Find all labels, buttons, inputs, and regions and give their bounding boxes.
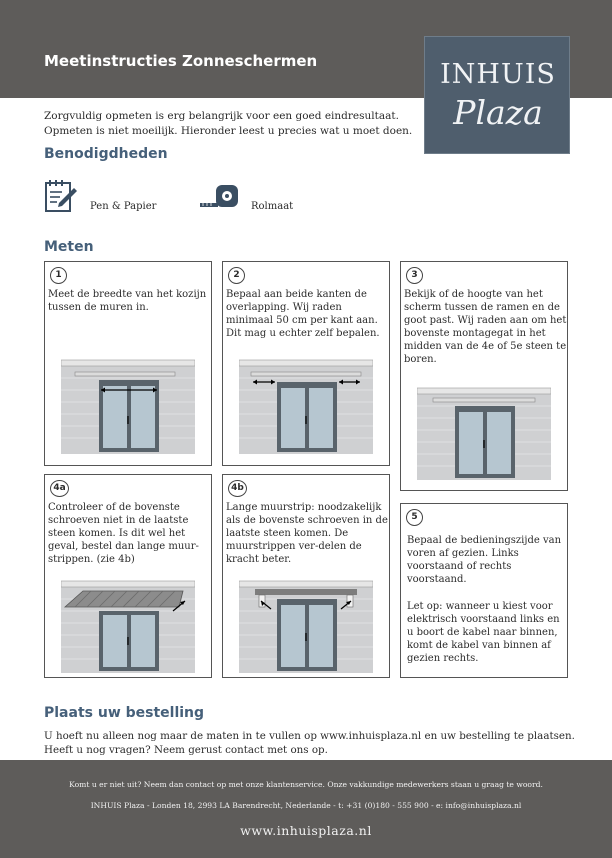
intro-text: Zorgvuldig opmeten is erg belangrijk voor een goed eindresultaat. Opmeten is niet moeilijk. Hieronder leest u precies wat u moet doen. <box>44 110 413 137</box>
step-number-badge: 4a <box>50 480 69 497</box>
step-text: Lange muurstrip: noodzakelijk als de bovenste schroeven in de laatste steen komen. De muurstrippen ver-delen de kracht beter. <box>226 502 388 565</box>
step-number-badge: 1 <box>50 267 67 284</box>
step-text: Bepaal de bedieningszijde van voren af gezien. Links voorstaand of rechts voorstaand. <box>407 535 562 585</box>
step-text: Meet de breedte van het kozijn tussen de muren in. <box>48 289 207 313</box>
step-number-badge: 4b <box>228 480 247 497</box>
step-card-1 <box>44 261 212 466</box>
order-instructions: U hoeft nu alleen nog maar de maten in te vullen op www.inhuisplaza.nl en uw bestelling te plaatsen. Heeft u nog vragen? Neem gerust contact met ons op. <box>44 730 575 756</box>
step-number-badge: 3 <box>406 267 423 284</box>
footer-website-link[interactable]: www.inhuisplaza.nl <box>240 823 372 838</box>
notepad-pen-icon <box>44 178 78 214</box>
section-heading-bestelling: Plaats uw bestelling <box>44 705 205 721</box>
step-card-2 <box>222 261 390 466</box>
logo-text-top: INHUIS <box>440 59 556 90</box>
footer-contact-text: INHUIS Plaza - Londen 18, 2993 LA Barendrecht, Nederlande - t: +31 (0)180 - 555 900 - e: info@inhuisplaza.nl <box>90 801 522 810</box>
step-card-3 <box>400 261 568 491</box>
facade-height-illustration <box>417 386 551 480</box>
page-title: Meetinstructies Zonneschermen <box>44 52 318 70</box>
section-heading-meten: Meten <box>44 239 94 255</box>
step-text: Controleer of de bovenste schroeven niet in de laatste steen komen. Is dit wel het geval, bestel dan lange muur-strippen. (zie 4b) <box>48 502 199 565</box>
step-text: Bepaal aan beide kanten de overlapping. Wij raden minimaal 50 cm per kant aan. Dit mag u echter zelf bepalen. <box>226 289 380 339</box>
tape-measure-icon <box>198 183 242 211</box>
logo-text-bottom: Plaza <box>453 93 543 132</box>
section-heading-benodigdheden: Benodigdheden <box>44 146 168 162</box>
facade-width-illustration <box>61 358 195 454</box>
tool-label-rolmaat: Rolmaat <box>251 201 294 212</box>
step-number-badge: 2 <box>228 267 245 284</box>
step-number-badge: 5 <box>406 509 423 526</box>
step-card-4b <box>222 474 390 678</box>
brand-logo[interactable] <box>424 36 570 154</box>
step-text: Bekijk of de hoogte van het scherm tussen de ramen en de goot past. Wij raden aan om het bovenste montagegat in het midden van de 4e of 5e steen te boren. <box>404 289 567 365</box>
step-note: Let op: wanneer u kiest voor elektrisch voorstaand links en u boort de kabel naar binnen, komt de kabel van binnen af gezien rechts. <box>407 601 560 664</box>
footer-band <box>0 760 612 858</box>
step-card-5 <box>400 503 568 678</box>
tool-label-pen-papier: Pen & Papier <box>90 201 157 212</box>
step-card-4a <box>44 474 212 678</box>
footer-help-text: Komt u er niet uit? Neem dan contact op met onze klantenservice. Onze vakkundige medewerkers staan u graag te woord. <box>69 780 543 789</box>
facade-overlap-illustration <box>239 358 373 454</box>
wall-strip-illustration <box>239 579 373 673</box>
awning-illustration <box>61 579 195 673</box>
